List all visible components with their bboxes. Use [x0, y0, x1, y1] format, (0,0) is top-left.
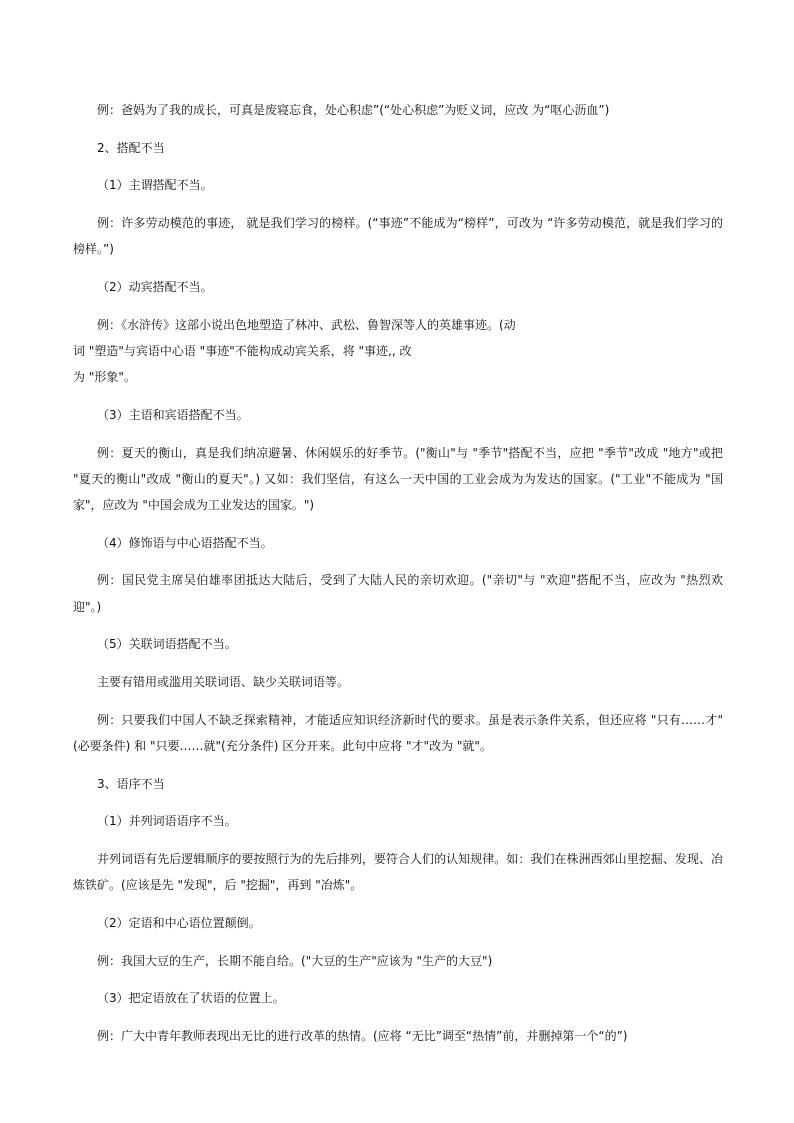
paragraph-16: （1）并列词语语序不当。	[97, 814, 237, 829]
paragraph-13: 主要有错用或滥用关联词语、缺少关联词语等。	[97, 674, 350, 689]
paragraph-19: 例：我国大豆的生产，长期不能自给。("大豆的生产"应该为 "生产的大豆")	[97, 953, 493, 968]
paragraph-21: 例：广大中青年教师表现出无比的进行改革的热情。(应将 “无比”调至“热情”前，并删掉第一个“的”)	[97, 1028, 628, 1043]
paragraph-6: 词 "塑造"与宾语中心语 "事迹"不能构成动宾关系，将 "事迹,, 改	[73, 343, 412, 358]
paragraph-11: 例：国民党主席吴伯雄率团抵达大陆后，受到了大陆人民的亲切欢迎。("亲切"与 "欢迎"搭配不当，应改为 "热烈欢迎"。)	[73, 573, 723, 614]
paragraph-8: （3）主语和宾语搭配不当。	[97, 407, 249, 422]
paragraph-14: 例：只要我们中国人不缺乏探索精神，才能适应知识经济新时代的要求。虽是表示条件关系，但还应将 "只有……才"(必要条件) 和 "只要……就"(充分条件) 区分开来。此句中应将 "才"改为 "就"。	[73, 712, 723, 753]
paragraph-1: 2、搭配不当	[97, 140, 165, 155]
paragraph-12: （5）关联词语搭配不当。	[97, 637, 237, 652]
paragraph-4: （2）动宾搭配不当。	[97, 280, 213, 295]
paragraph-0: 例：爸妈为了我的成长，可真是废寝忘食，处心积虑”(“处心积虑”为贬义词，应改 为“呕心沥血”)	[97, 103, 610, 117]
paragraph-15: 3、语序不当	[97, 776, 165, 791]
paragraph-10: （4）修饰语与中心语搭配不当。	[97, 535, 273, 550]
paragraph-9: 例：夏天的衡山，真是我们纳凉避暑、休闲娱乐的好季节。("衡山"与 "季节"搭配不当，应把 "季节"改成 "地方"或把 "夏天的衡山"改成 "衡山的夏天"。) 又如：我们坚信，有这么一天中国的工业会成为为发达的国家。("工业"不能成为 "国家"，应改为 "中国会成为工业发达的国家。")	[73, 445, 723, 512]
paragraph-3: 例：许多劳动模范的事迹， 就是我们学习的榜样。(“事迹”不能成为“榜样”，可改为 “许多劳动模范，就是我们学习的榜样。”)	[73, 216, 723, 257]
paragraph-17: 并列词语有先后逻辑顺序的要按照行为的先后排列，要符合人们的认知规律。如：我们在株洲西郊山里挖掘、发现、冶炼铁矿。(应该是先 "发现"，后 "挖掘"，再到 "冶炼"。	[73, 851, 723, 893]
paragraph-7: 为 "形象"。	[73, 370, 136, 385]
document-body	[73, 97, 723, 1061]
paragraph-18: （2）定语和中心语位置颠倒。	[97, 915, 261, 930]
paragraph-5: 例：《水浒传》这部小说出色地塑造了林冲、武松、鲁智深等人的英雄事迹。(动	[97, 317, 516, 332]
paragraph-20: （3）把定语放在了状语的位置上。	[97, 991, 285, 1006]
paragraph-2: （1）主谓搭配不当。	[97, 178, 213, 193]
